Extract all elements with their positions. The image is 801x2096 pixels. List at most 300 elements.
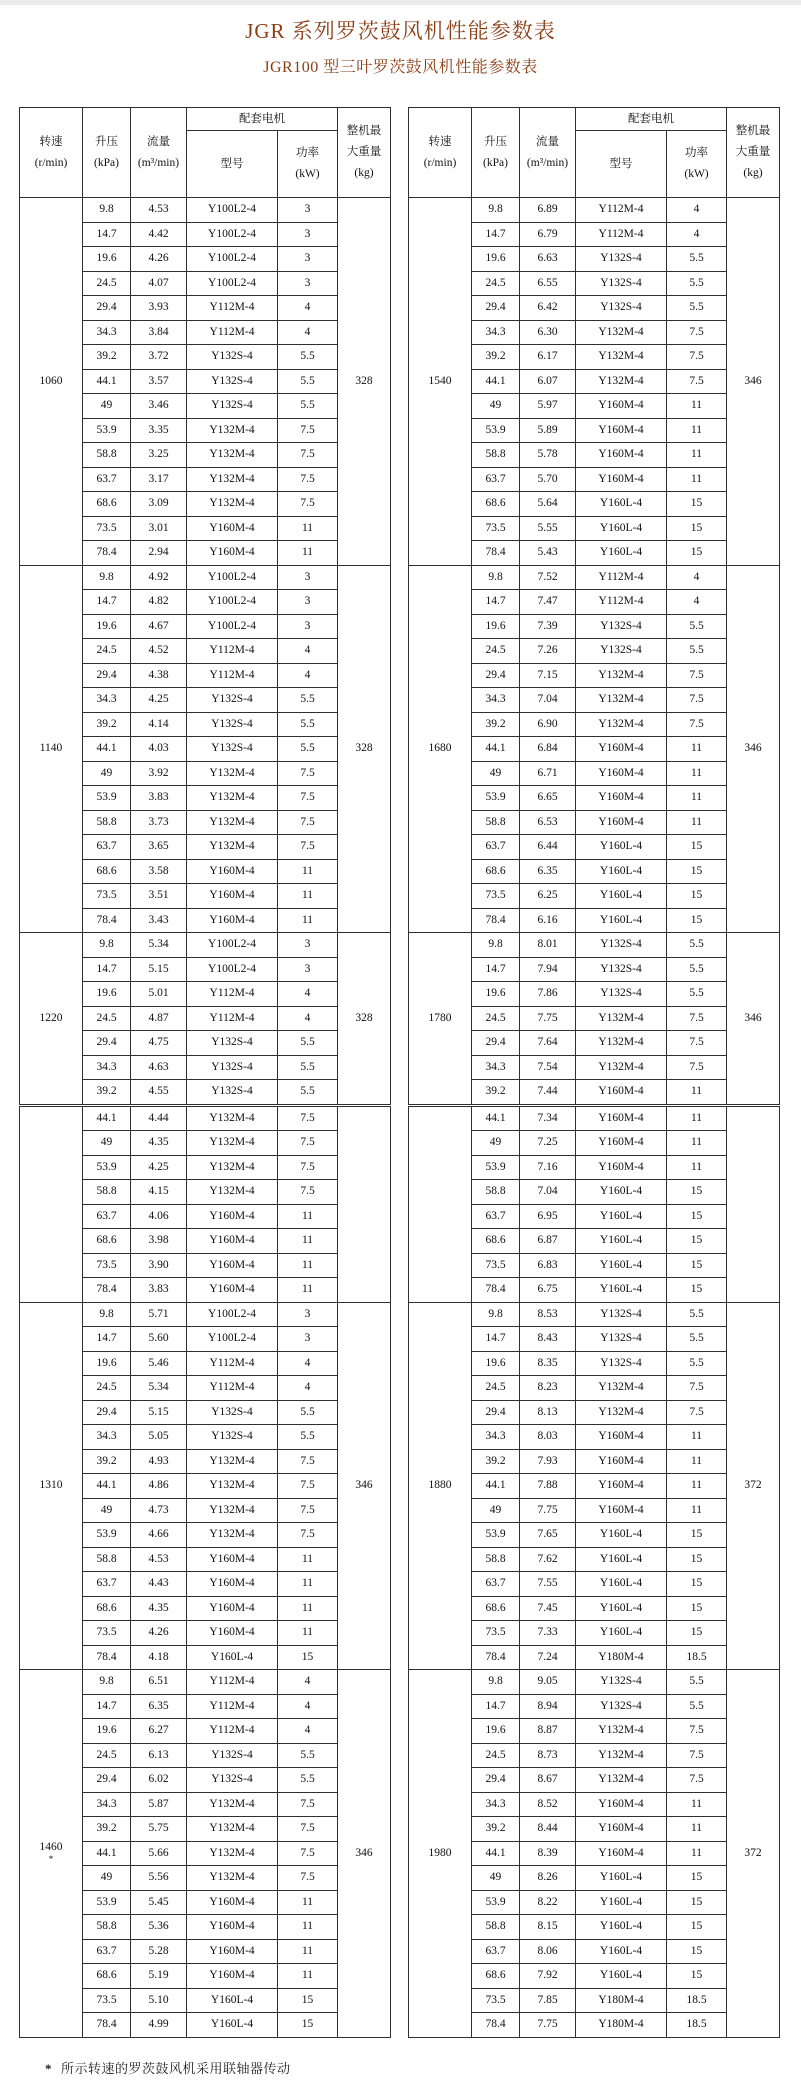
model-cell: Y160M-4 — [576, 1841, 667, 1866]
flow-cell: 8.87 — [520, 1719, 576, 1744]
speed-cell — [20, 1105, 83, 1302]
flow-cell: 5.60 — [131, 1327, 187, 1352]
pressure-cell: 68.6 — [83, 859, 131, 884]
flow-cell: 8.67 — [520, 1768, 576, 1793]
pressure-cell: 68.6 — [472, 1229, 520, 1254]
flow-cell: 4.18 — [131, 1645, 187, 1670]
flow-cell: 7.16 — [520, 1155, 576, 1180]
model-cell: Y160L-4 — [576, 1596, 667, 1621]
model-cell: Y160M-4 — [187, 1964, 278, 1989]
model-cell: Y180M-4 — [576, 1645, 667, 1670]
power-cell: 3 — [278, 614, 338, 639]
pressure-cell: 14.7 — [472, 222, 520, 247]
pressure-cell: 24.5 — [83, 271, 131, 296]
pressure-cell: 53.9 — [472, 1523, 520, 1548]
tables-container — [19, 107, 801, 2038]
footnote — [45, 2058, 801, 2077]
pressure-cell: 68.6 — [83, 1964, 131, 1989]
power-cell: 18.5 — [667, 1988, 727, 2013]
pressure-cell: 78.4 — [83, 908, 131, 933]
power-cell: 11 — [278, 859, 338, 884]
pressure-cell: 63.7 — [83, 1204, 131, 1229]
speed-cell — [409, 1105, 472, 1302]
model-cell: Y160L-4 — [576, 1964, 667, 1989]
model-cell: Y100L2-4 — [187, 957, 278, 982]
power-cell: 4 — [278, 1719, 338, 1744]
flow-cell: 5.71 — [131, 1302, 187, 1327]
pressure-cell: 34.3 — [83, 688, 131, 713]
pressure-cell: 9.8 — [472, 198, 520, 223]
power-cell: 7.5 — [278, 810, 338, 835]
flow-cell: 7.86 — [520, 982, 576, 1007]
flow-cell: 8.06 — [520, 1939, 576, 1964]
header-motor-group: 配套电机 — [576, 108, 727, 131]
flow-cell: 7.92 — [520, 1964, 576, 1989]
header-flow: 流量 (m³/min) — [520, 108, 576, 198]
flow-cell: 2.94 — [131, 541, 187, 566]
weight-cell: 328 — [338, 198, 391, 566]
flow-cell: 5.70 — [520, 467, 576, 492]
flow-cell: 4.26 — [131, 247, 187, 272]
power-cell: 15 — [667, 1939, 727, 1964]
pressure-cell: 58.8 — [83, 810, 131, 835]
speed-cell: 1310 — [20, 1302, 83, 1670]
power-cell: 7.5 — [667, 1768, 727, 1793]
power-cell: 7.5 — [278, 418, 338, 443]
power-cell: 11 — [278, 1572, 338, 1597]
table-row — [20, 933, 391, 958]
pressure-cell: 24.5 — [83, 1743, 131, 1768]
model-cell: Y112M-4 — [187, 1006, 278, 1031]
flow-cell: 6.87 — [520, 1229, 576, 1254]
weight-cell: 328 — [338, 933, 391, 1106]
power-cell: 15 — [667, 1621, 727, 1646]
flow-cell: 4.35 — [131, 1596, 187, 1621]
model-cell: Y100L2-4 — [187, 614, 278, 639]
power-cell: 11 — [667, 1131, 727, 1156]
flow-cell: 4.73 — [131, 1498, 187, 1523]
model-cell: Y160M-4 — [576, 1449, 667, 1474]
pressure-cell: 24.5 — [83, 1006, 131, 1031]
flow-cell: 4.43 — [131, 1572, 187, 1597]
pressure-cell: 44.1 — [83, 737, 131, 762]
model-cell: Y132S-4 — [187, 1400, 278, 1425]
model-cell: Y160L-4 — [576, 1204, 667, 1229]
flow-cell: 4.92 — [131, 565, 187, 590]
flow-cell: 4.55 — [131, 1080, 187, 1106]
power-cell: 7.5 — [278, 761, 338, 786]
model-cell: Y132S-4 — [187, 688, 278, 713]
power-cell: 11 — [667, 810, 727, 835]
flow-cell: 4.66 — [131, 1523, 187, 1548]
pressure-cell: 19.6 — [83, 247, 131, 272]
power-cell: 15 — [667, 1180, 727, 1205]
pressure-cell: 39.2 — [83, 1449, 131, 1474]
pressure-cell: 19.6 — [83, 982, 131, 1007]
pressure-cell: 68.6 — [83, 1596, 131, 1621]
power-cell: 4 — [278, 982, 338, 1007]
flow-cell: 8.23 — [520, 1376, 576, 1401]
flow-cell: 5.01 — [131, 982, 187, 1007]
pressure-cell: 9.8 — [83, 1302, 131, 1327]
flow-cell: 3.72 — [131, 345, 187, 370]
flow-cell: 6.44 — [520, 835, 576, 860]
pressure-cell: 29.4 — [83, 1768, 131, 1793]
flow-cell: 4.75 — [131, 1031, 187, 1056]
flow-cell: 3.92 — [131, 761, 187, 786]
power-cell: 4 — [278, 1376, 338, 1401]
power-cell: 5.5 — [278, 394, 338, 419]
power-cell: 5.5 — [278, 688, 338, 713]
power-cell: 3 — [278, 247, 338, 272]
flow-cell: 8.52 — [520, 1792, 576, 1817]
power-cell: 4 — [278, 1351, 338, 1376]
spec-table-right — [408, 107, 780, 2038]
speed-cell: 1540 — [409, 198, 472, 566]
power-cell: 7.5 — [278, 1817, 338, 1842]
pressure-cell: 73.5 — [472, 516, 520, 541]
flow-cell: 8.44 — [520, 1817, 576, 1842]
pressure-cell: 9.8 — [472, 1670, 520, 1695]
model-cell: Y132S-4 — [187, 1031, 278, 1056]
power-cell: 5.5 — [667, 271, 727, 296]
flow-cell: 6.79 — [520, 222, 576, 247]
power-cell: 5.5 — [667, 1302, 727, 1327]
power-cell: 11 — [667, 418, 727, 443]
pressure-cell: 34.3 — [472, 320, 520, 345]
power-cell: 15 — [667, 1523, 727, 1548]
pressure-cell: 73.5 — [83, 1621, 131, 1646]
power-cell: 7.5 — [667, 1031, 727, 1056]
flow-cell: 3.35 — [131, 418, 187, 443]
model-cell: Y100L2-4 — [187, 933, 278, 958]
power-cell: 7.5 — [278, 1105, 338, 1131]
header-power: 功率 (kW) — [667, 131, 727, 198]
power-cell: 3 — [278, 222, 338, 247]
flow-cell: 6.07 — [520, 369, 576, 394]
pressure-cell: 14.7 — [472, 957, 520, 982]
model-cell: Y160M-4 — [187, 1596, 278, 1621]
pressure-cell: 19.6 — [472, 982, 520, 1007]
pressure-cell: 68.6 — [472, 859, 520, 884]
flow-cell: 3.90 — [131, 1253, 187, 1278]
pressure-cell: 73.5 — [83, 1988, 131, 2013]
model-cell: Y132S-4 — [576, 1327, 667, 1352]
pressure-cell: 19.6 — [472, 247, 520, 272]
flow-cell: 3.01 — [131, 516, 187, 541]
model-cell: Y100L2-4 — [187, 590, 278, 615]
speed-asterisk: * — [48, 1854, 54, 1865]
pressure-cell: 73.5 — [472, 1988, 520, 2013]
power-cell: 15 — [667, 1572, 727, 1597]
flow-cell: 5.19 — [131, 1964, 187, 1989]
model-cell: Y160L-4 — [576, 908, 667, 933]
pressure-cell: 58.8 — [83, 1547, 131, 1572]
power-cell: 4 — [667, 198, 727, 223]
flow-cell: 9.05 — [520, 1670, 576, 1695]
model-cell: Y132M-4 — [187, 1155, 278, 1180]
flow-cell: 5.87 — [131, 1792, 187, 1817]
pressure-cell: 53.9 — [83, 418, 131, 443]
power-cell: 15 — [667, 1596, 727, 1621]
pressure-cell: 44.1 — [472, 1105, 520, 1131]
flow-cell: 8.15 — [520, 1915, 576, 1940]
model-cell: Y132S-4 — [187, 1743, 278, 1768]
power-cell: 5.5 — [278, 1080, 338, 1106]
table-row — [409, 933, 780, 958]
pressure-cell: 78.4 — [472, 541, 520, 566]
power-cell: 7.5 — [278, 443, 338, 468]
flow-cell: 4.82 — [131, 590, 187, 615]
pressure-cell: 34.3 — [83, 1425, 131, 1450]
model-cell: Y132M-4 — [187, 810, 278, 835]
flow-cell: 3.93 — [131, 296, 187, 321]
flow-cell: 5.64 — [520, 492, 576, 517]
flow-cell: 6.55 — [520, 271, 576, 296]
pressure-cell: 9.8 — [83, 933, 131, 958]
model-cell: Y132M-4 — [576, 1719, 667, 1744]
model-cell: Y132M-4 — [576, 1031, 667, 1056]
flow-cell: 4.53 — [131, 198, 187, 223]
flow-cell: 5.66 — [131, 1841, 187, 1866]
power-cell: 3 — [278, 1302, 338, 1327]
power-cell: 5.5 — [278, 1031, 338, 1056]
model-cell: Y160M-4 — [576, 467, 667, 492]
power-cell: 7.5 — [278, 786, 338, 811]
power-cell: 7.5 — [278, 835, 338, 860]
page-top-strip — [0, 0, 801, 5]
model-cell: Y180M-4 — [576, 2013, 667, 2038]
model-cell: Y160L-4 — [187, 2013, 278, 2038]
model-cell: Y160M-4 — [576, 1155, 667, 1180]
pressure-cell: 44.1 — [472, 1841, 520, 1866]
pressure-cell: 44.1 — [472, 369, 520, 394]
power-cell: 7.5 — [667, 320, 727, 345]
power-cell: 11 — [278, 1939, 338, 1964]
weight-cell: 346 — [338, 1670, 391, 2038]
power-cell: 7.5 — [667, 1055, 727, 1080]
power-cell: 5.5 — [278, 345, 338, 370]
power-cell: 7.5 — [278, 1131, 338, 1156]
power-cell: 7.5 — [667, 688, 727, 713]
model-cell: Y132M-4 — [187, 1105, 278, 1131]
flow-cell: 7.94 — [520, 957, 576, 982]
power-cell: 5.5 — [278, 1055, 338, 1080]
pressure-cell: 9.8 — [83, 1670, 131, 1695]
power-cell: 7.5 — [278, 492, 338, 517]
model-cell: Y132M-4 — [187, 1866, 278, 1891]
model-cell: Y132M-4 — [576, 1768, 667, 1793]
flow-cell: 5.05 — [131, 1425, 187, 1450]
pressure-cell: 68.6 — [83, 492, 131, 517]
power-cell: 5.5 — [667, 614, 727, 639]
weight-cell: 346 — [727, 198, 780, 566]
table-row — [409, 1302, 780, 1327]
header-weight: 整机最 大重量 (kg) — [338, 108, 391, 198]
flow-cell: 6.30 — [520, 320, 576, 345]
table-row — [409, 565, 780, 590]
pressure-cell: 39.2 — [472, 345, 520, 370]
power-cell: 11 — [278, 1621, 338, 1646]
power-cell: 7.5 — [278, 467, 338, 492]
pressure-cell: 63.7 — [83, 467, 131, 492]
flow-cell: 7.64 — [520, 1031, 576, 1056]
power-cell: 11 — [667, 1425, 727, 1450]
pressure-cell: 14.7 — [472, 1694, 520, 1719]
pressure-cell: 24.5 — [472, 639, 520, 664]
pressure-cell: 9.8 — [472, 565, 520, 590]
model-cell: Y132S-4 — [187, 345, 278, 370]
pressure-cell: 39.2 — [472, 1449, 520, 1474]
flow-cell: 8.26 — [520, 1866, 576, 1891]
pressure-cell: 58.8 — [472, 1180, 520, 1205]
pressure-cell: 73.5 — [472, 1253, 520, 1278]
model-cell: Y160M-4 — [187, 1621, 278, 1646]
pressure-cell: 14.7 — [83, 590, 131, 615]
header-pressure: 升压 (kPa) — [472, 108, 520, 198]
pressure-cell: 49 — [472, 1498, 520, 1523]
model-cell: Y160M-4 — [576, 761, 667, 786]
speed-cell: 1060 — [20, 198, 83, 566]
model-cell: Y160L-4 — [576, 492, 667, 517]
pressure-cell: 73.5 — [472, 1621, 520, 1646]
model-cell: Y132S-4 — [187, 1080, 278, 1106]
flow-cell: 3.25 — [131, 443, 187, 468]
model-cell: Y160M-4 — [187, 541, 278, 566]
power-cell: 3 — [278, 957, 338, 982]
pressure-cell: 68.6 — [83, 1229, 131, 1254]
model-cell: Y160L-4 — [576, 835, 667, 860]
power-cell: 11 — [278, 1278, 338, 1303]
model-cell: Y112M-4 — [576, 222, 667, 247]
pressure-cell: 53.9 — [83, 1890, 131, 1915]
pressure-cell: 58.8 — [83, 1180, 131, 1205]
flow-cell: 4.67 — [131, 614, 187, 639]
footnote-text: 所示转速的罗茨鼓风机采用联轴器传动 — [61, 2060, 291, 2076]
model-cell: Y132M-4 — [187, 467, 278, 492]
table-row — [20, 1105, 391, 1131]
model-cell: Y132S-4 — [576, 296, 667, 321]
pressure-cell: 24.5 — [472, 1006, 520, 1031]
power-cell: 5.5 — [278, 712, 338, 737]
model-cell: Y132M-4 — [576, 1006, 667, 1031]
header-weight: 整机最 大重量 (kg) — [727, 108, 780, 198]
flow-cell: 6.75 — [520, 1278, 576, 1303]
pressure-cell: 49 — [472, 394, 520, 419]
pressure-cell: 63.7 — [472, 1572, 520, 1597]
header-model: 型号 — [576, 131, 667, 198]
table-row — [409, 1105, 780, 1131]
power-cell: 11 — [278, 1890, 338, 1915]
spec-table-left — [19, 107, 391, 2038]
model-cell: Y112M-4 — [187, 663, 278, 688]
flow-cell: 7.47 — [520, 590, 576, 615]
model-cell: Y132M-4 — [576, 1055, 667, 1080]
header-speed: 转速 (r/min) — [409, 108, 472, 198]
pressure-cell: 24.5 — [83, 639, 131, 664]
power-cell: 11 — [667, 1080, 727, 1106]
flow-cell: 4.06 — [131, 1204, 187, 1229]
pressure-cell: 73.5 — [472, 884, 520, 909]
speed-cell: 1460 * — [20, 1670, 83, 2038]
model-cell: Y132M-4 — [187, 835, 278, 860]
speed-cell: 1980 — [409, 1670, 472, 2038]
pressure-cell: 39.2 — [83, 1080, 131, 1106]
flow-cell: 7.75 — [520, 1006, 576, 1031]
pressure-cell: 24.5 — [83, 1376, 131, 1401]
flow-cell: 7.25 — [520, 1131, 576, 1156]
weight-cell: 346 — [338, 1302, 391, 1670]
flow-cell: 3.46 — [131, 394, 187, 419]
pressure-cell: 49 — [83, 1866, 131, 1891]
pressure-cell: 53.9 — [472, 786, 520, 811]
model-cell: Y132S-4 — [187, 1055, 278, 1080]
pressure-cell: 14.7 — [472, 590, 520, 615]
weight-cell: 328 — [338, 565, 391, 933]
flow-cell: 4.07 — [131, 271, 187, 296]
pressure-cell: 9.8 — [472, 933, 520, 958]
flow-cell: 6.65 — [520, 786, 576, 811]
pressure-cell: 78.4 — [83, 541, 131, 566]
power-cell: 15 — [278, 1645, 338, 1670]
header-flow: 流量 (m³/min) — [131, 108, 187, 198]
power-cell: 7.5 — [667, 1006, 727, 1031]
pressure-cell: 19.6 — [83, 1351, 131, 1376]
header-motor-group: 配套电机 — [187, 108, 338, 131]
flow-cell: 7.44 — [520, 1080, 576, 1106]
pressure-cell: 78.4 — [83, 1645, 131, 1670]
power-cell: 11 — [667, 1498, 727, 1523]
pressure-cell: 39.2 — [472, 1817, 520, 1842]
model-cell: Y132S-4 — [187, 1768, 278, 1793]
pressure-cell: 19.6 — [83, 1719, 131, 1744]
flow-cell: 4.14 — [131, 712, 187, 737]
power-cell: 15 — [667, 835, 727, 860]
power-cell: 4 — [667, 222, 727, 247]
power-cell: 11 — [667, 467, 727, 492]
pressure-cell: 39.2 — [83, 1817, 131, 1842]
power-cell: 4 — [278, 1006, 338, 1031]
power-cell: 5.5 — [278, 737, 338, 762]
pressure-cell: 34.3 — [83, 1792, 131, 1817]
flow-cell: 3.57 — [131, 369, 187, 394]
flow-cell: 8.35 — [520, 1351, 576, 1376]
flow-cell: 7.15 — [520, 663, 576, 688]
pressure-cell: 58.8 — [472, 1547, 520, 1572]
flow-cell: 6.71 — [520, 761, 576, 786]
flow-cell: 5.75 — [131, 1817, 187, 1842]
power-cell: 5.5 — [667, 296, 727, 321]
model-cell: Y160M-4 — [187, 1915, 278, 1940]
power-cell: 11 — [667, 786, 727, 811]
flow-cell: 5.34 — [131, 933, 187, 958]
pressure-cell: 39.2 — [472, 712, 520, 737]
flow-cell: 7.52 — [520, 565, 576, 590]
table-row — [409, 198, 780, 223]
power-cell: 15 — [278, 1988, 338, 2013]
power-cell: 3 — [278, 933, 338, 958]
model-cell: Y160L-4 — [576, 1866, 667, 1891]
pressure-cell: 29.4 — [472, 1031, 520, 1056]
flow-cell: 4.93 — [131, 1449, 187, 1474]
flow-cell: 7.75 — [520, 2013, 576, 2038]
model-cell: Y112M-4 — [187, 1694, 278, 1719]
flow-cell: 4.03 — [131, 737, 187, 762]
model-cell: Y132M-4 — [187, 418, 278, 443]
power-cell: 3 — [278, 590, 338, 615]
model-cell: Y112M-4 — [187, 1670, 278, 1695]
pressure-cell: 19.6 — [472, 1719, 520, 1744]
